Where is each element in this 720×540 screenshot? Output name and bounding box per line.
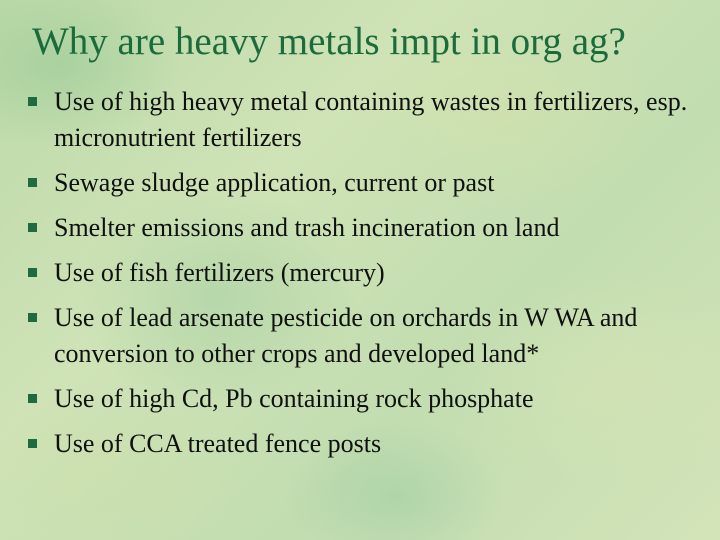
bullet-text: Use of high heavy metal containing wastes in fertilizers, esp. micronutrient fertilizers <box>54 87 688 152</box>
bullet-text: Smelter emissions and trash incineration on land <box>54 213 560 242</box>
bullet-text: Use of high Cd, Pb containing rock phosphate <box>54 384 534 413</box>
bullet-item <box>26 300 706 372</box>
square-bullet-icon <box>28 268 37 277</box>
bullet-text: Use of CCA treated fence posts <box>54 429 382 458</box>
bullet-item <box>26 381 706 417</box>
square-bullet-icon <box>28 223 37 232</box>
square-bullet-icon <box>28 394 37 403</box>
square-bullet-icon <box>28 313 37 322</box>
slide-title: Why are heavy metals impt in org ag? <box>32 20 626 63</box>
bullet-item <box>26 426 706 462</box>
bullet-list <box>26 84 706 471</box>
square-bullet-icon <box>28 439 37 448</box>
bullet-text: Sewage sludge application, current or past <box>54 168 495 197</box>
bullet-item <box>26 165 706 201</box>
square-bullet-icon <box>28 97 37 106</box>
square-bullet-icon <box>28 178 37 187</box>
bullet-text: Use of lead arsenate pesticide on orchards in W WA and conversion to other crops and developed land* <box>54 303 638 368</box>
bullet-text: Use of fish fertilizers (mercury) <box>54 258 385 287</box>
bullet-item <box>26 255 706 291</box>
bullet-item <box>26 84 706 156</box>
bullet-item <box>26 210 706 246</box>
